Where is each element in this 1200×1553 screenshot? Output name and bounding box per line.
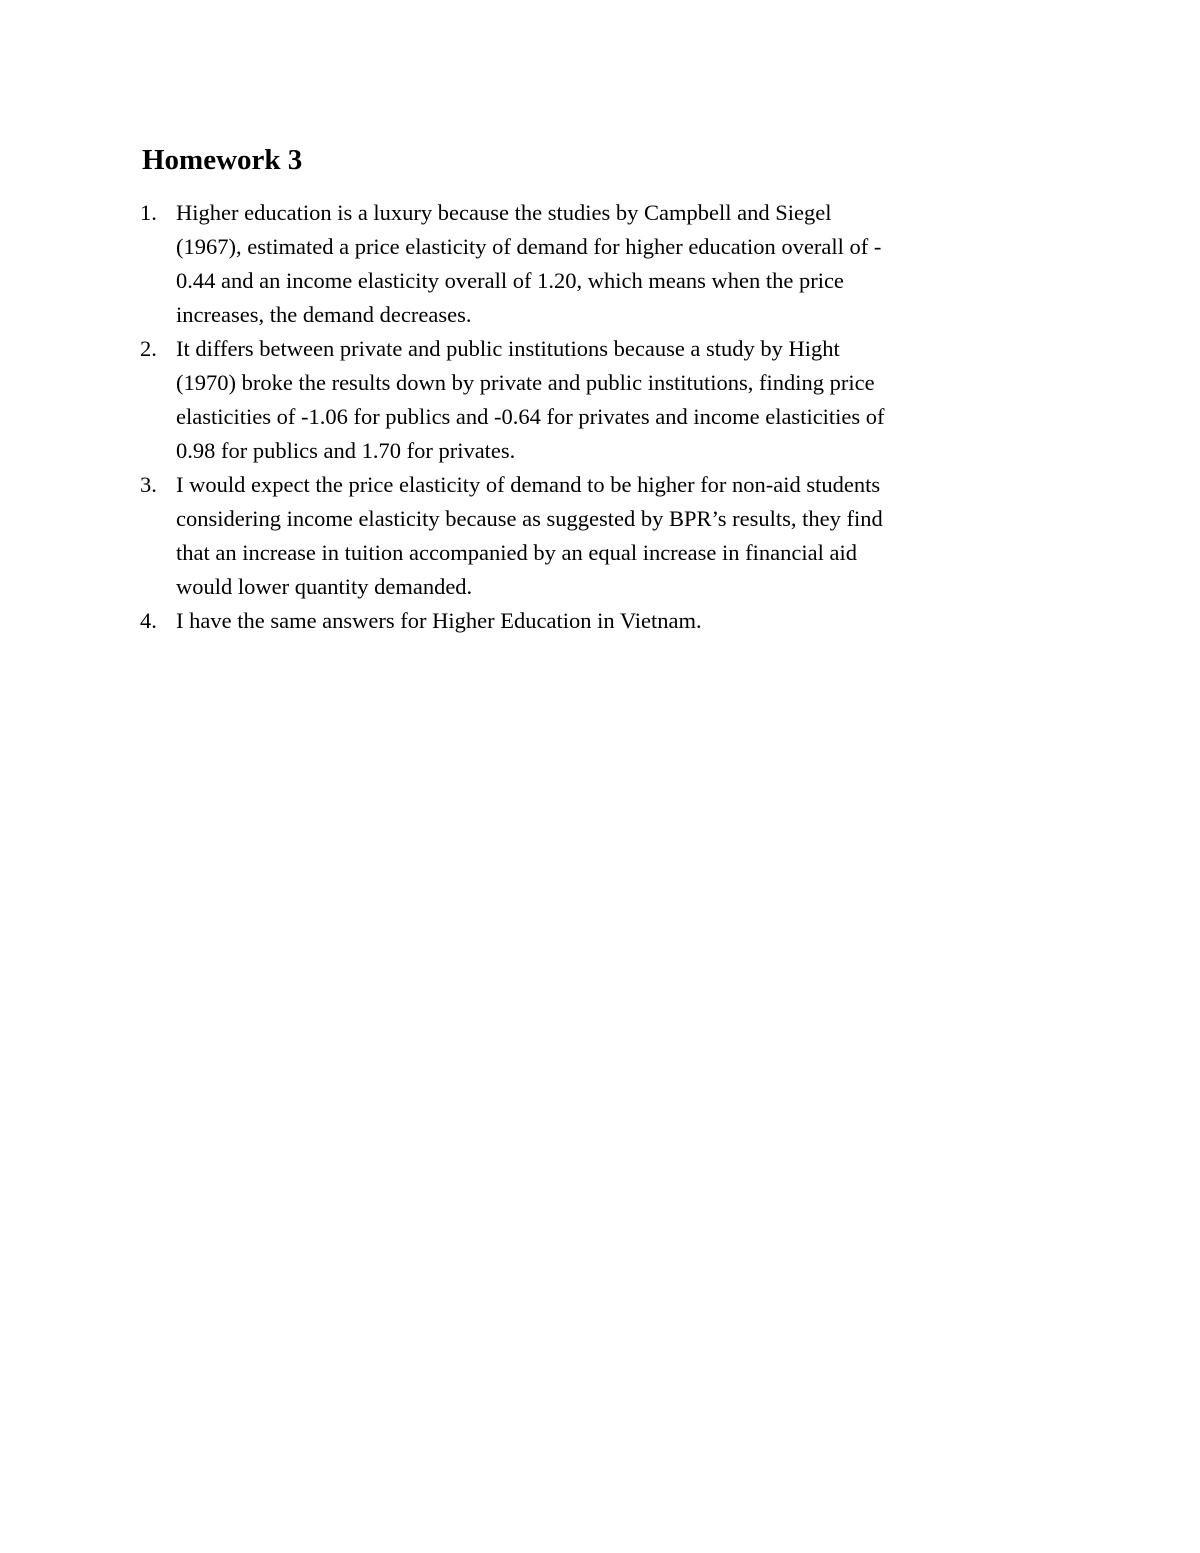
answer-number: 2. [140, 336, 157, 361]
answer-line: Higher education is a luxury because the studies by Campbell and Siegel [176, 200, 832, 225]
answer-item-3 [140, 468, 1050, 604]
answer-line: 0.44 and an income elasticity overall of 1.20, which means when the price [176, 268, 844, 293]
answer-line: (1967), estimated a price elasticity of demand for higher education overall of - [176, 234, 882, 259]
answer-item-1 [140, 196, 1050, 332]
answer-line: increases, the demand decreases. [176, 302, 472, 327]
answer-line: 0.98 for publics and 1.70 for privates. [176, 438, 516, 463]
answer-line: elasticities of -1.06 for publics and -0.64 for privates and income elasticities of [176, 404, 885, 429]
answer-line: considering income elasticity because as suggested by BPR’s results, they find [176, 506, 883, 531]
answer-number: 4. [140, 608, 157, 633]
answer-line: I have the same answers for Higher Education in Vietnam. [176, 608, 702, 633]
answer-item-2 [140, 332, 1050, 468]
answer-list [140, 196, 1050, 638]
document-title: Homework 3 [142, 144, 303, 176]
answer-item-4 [140, 604, 1050, 638]
answer-number: 3. [140, 472, 157, 497]
answer-line: that an increase in tuition accompanied by an equal increase in financial aid [176, 540, 857, 565]
answer-line: (1970) broke the results down by private and public institutions, finding price [176, 370, 875, 395]
answer-line: It differs between private and public institutions because a study by Hight [176, 336, 840, 361]
answer-number: 1. [140, 200, 157, 225]
answer-line: I would expect the price elasticity of demand to be higher for non-aid students [176, 472, 881, 497]
answer-line: would lower quantity demanded. [176, 574, 473, 599]
